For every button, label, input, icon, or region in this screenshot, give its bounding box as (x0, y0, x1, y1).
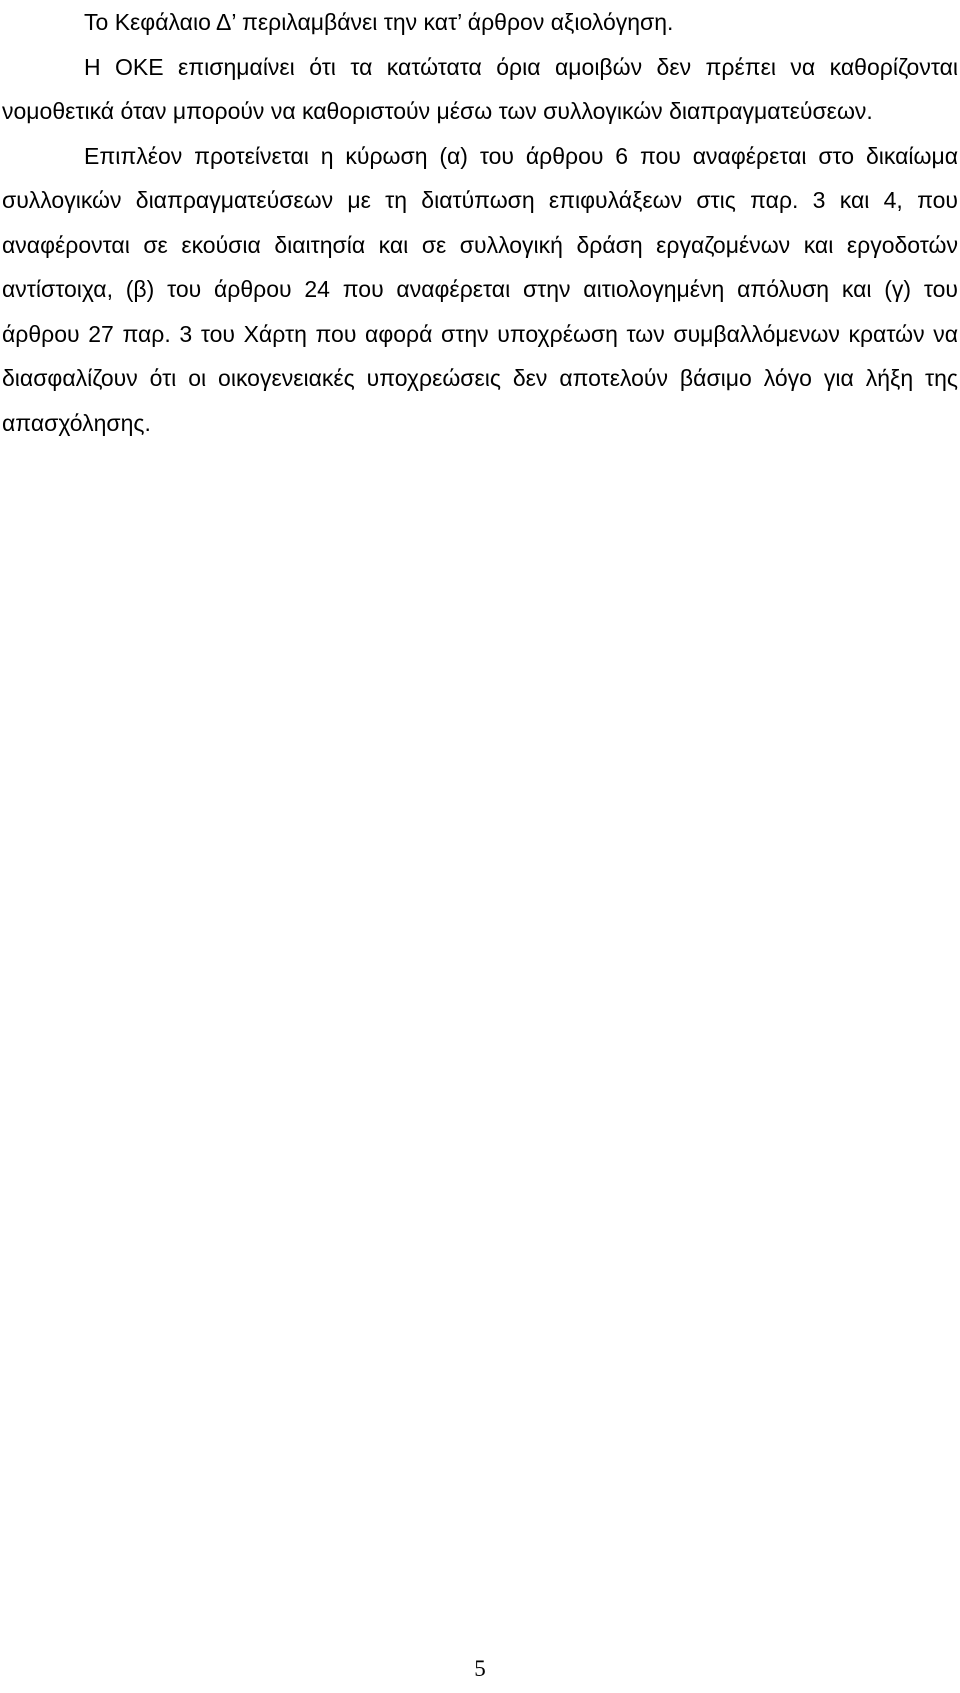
body-text (2, 0, 958, 445)
paragraph-chapter-d: Το Κεφάλαιο Δ’ περιλαμβάνει την κατ’ άρθρον αξιολόγηση. (84, 9, 674, 35)
page-number: 5 (474, 1656, 486, 1681)
paragraph-oke-remark: Η ΟΚΕ επισημαίνει ότι τα κατώτατα όρια αμοιβών δεν πρέπει να καθορίζονται νομοθετικά όταν μπορούν να καθοριστούν μέσω των συλλογικών διαπραγματεύσεων. (2, 53, 958, 124)
paragraph-ratification-proposal: Επιπλέον προτείνεται η κύρωση (α) του άρθρου 6 που αναφέρεται στο δικαίωμα συλλογικών διαπραγματεύσεων με τη διατύπωση επιφυλάξεων στις παρ. 3 και 4, που αναφέρονται σε εκούσια διαιτησία και σε συλλογική δράση εργαζομένων και εργοδοτών αντίστοιχα, (β) του άρθρου 24 που αναφέρεται στην αιτιολογημένη απόλυση και (γ) του άρθρου 27 παρ. 3 του Χάρτη που αφορά στην υποχρέωση των συμβαλλόμενων κρατών να διασφαλίζουν ότι οι οικογενειακές υποχρεώσεις δεν αποτελούν βάσιμο λόγο για λήξη της απασχόλησης. (2, 142, 958, 436)
